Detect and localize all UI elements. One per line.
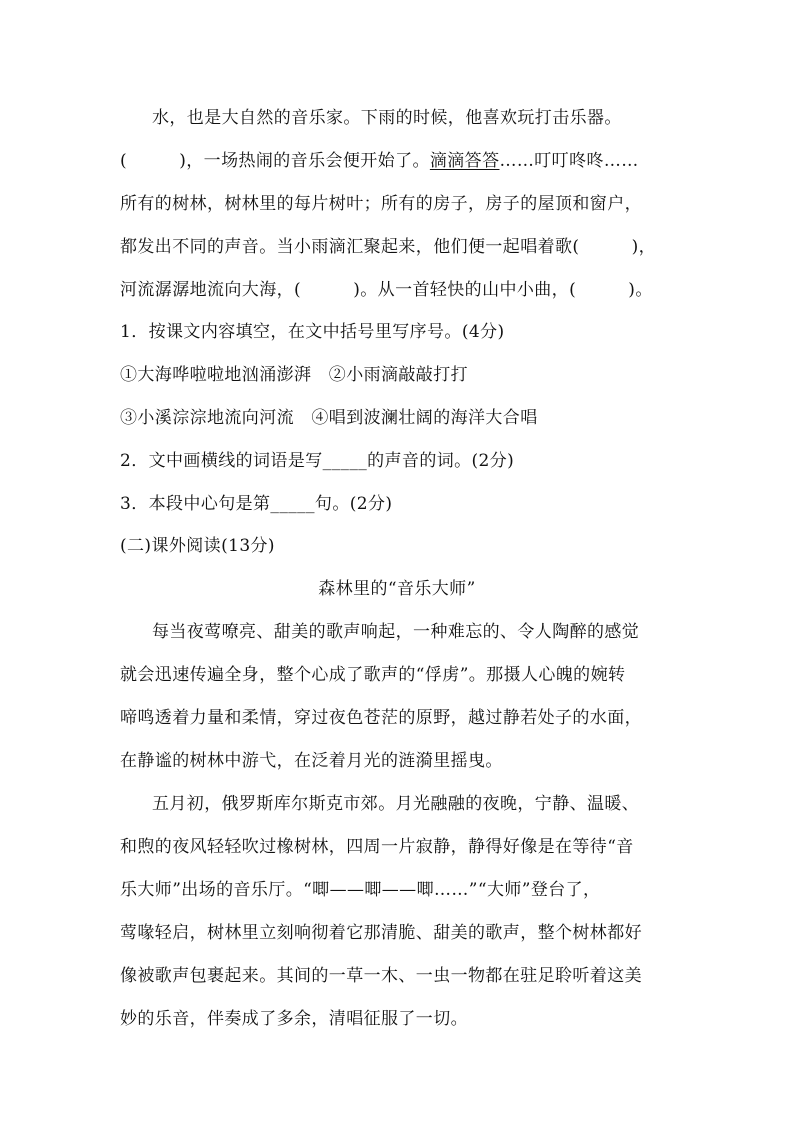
- article-title: 森林里的“音乐大师”: [318, 579, 476, 599]
- passage1-line-4: 都发出不同的声音。当小雨滴汇聚起来，他们便一起唱着歌( )，: [120, 237, 657, 257]
- section-2-heading: (二)课外阅读(13分): [120, 536, 275, 556]
- passage1-line-2-start: ( )，一场热闹的音乐会便开始了。: [120, 151, 430, 171]
- article-para2-line-2: 和煦的夜风轻轻吹过橡树林，四周一片寂静，静得好像是在等待“音: [120, 837, 634, 857]
- article-para2-line-4: 莺喙轻启，树林里立刻响彻着它那清脆、甜美的歌声，整个树林都好: [120, 923, 642, 943]
- article-para2-line-6: 妙的乐音，伴奏成了多余，清唱征服了一切。: [120, 1009, 468, 1029]
- question-2: 2．文中画横线的词语是写_____的声音的词。(2分): [120, 451, 515, 471]
- article-para2-line-3: 乐大师”出场的音乐厅。“唧——唧——唧……”“大师”登台了，: [120, 880, 601, 900]
- passage1-line-1: 水，也是大自然的音乐家。下雨的时候，他喜欢玩打击乐器。: [152, 108, 622, 128]
- underlined-phrase: 滴滴答答: [429, 151, 500, 171]
- question-3: 3．本段中心句是第_____句。(2分): [120, 494, 393, 514]
- article-para1-line-4: 在静谧的树林中游弋，在泛着月光的涟漪里摇曳。: [120, 751, 503, 771]
- article-para2-line-5: 像被歌声包裹起来。其间的一草一木、一虫一物都在驻足聆听着这美: [120, 966, 642, 986]
- question-1-options-b: ③小溪淙淙地流向河流 ④唱到波澜壮阔的海洋大合唱: [120, 408, 538, 428]
- article-para1-line-2: 就会迅速传遍全身，整个心成了歌声的“俘虏”。那摄人心魄的婉转: [120, 665, 626, 685]
- article-para2-line-1: 五月初，俄罗斯库尔斯克市郊。月光融融的夜晚，宁静、温暖、: [152, 794, 640, 814]
- passage1-line-2: [120, 150, 700, 172]
- article-para1-line-1: 每当夜莺嘹亮、甜美的歌声响起，一种难忘的、令人陶醉的感觉: [152, 622, 640, 642]
- question-1: 1．按课文内容填空，在文中括号里写序号。(4分): [120, 322, 505, 342]
- passage1-line-2-tail: ……叮叮咚咚……: [499, 151, 639, 171]
- passage1-line-3: 所有的树林，树林里的每片树叶；所有的房子，房子的屋顶和窗户，: [120, 194, 642, 214]
- passage1-line-5: 河流潺潺地流向大海，( )。从一首轻快的山中小曲，( )。: [120, 280, 653, 300]
- question-1-options-a: ①大海哗啦啦地汹涌澎湃 ②小雨滴敲敲打打: [120, 365, 468, 385]
- article-para1-line-3: 啼鸣透着力量和柔情，穿过夜色苍茫的原野，越过静若处子的水面，: [120, 708, 642, 728]
